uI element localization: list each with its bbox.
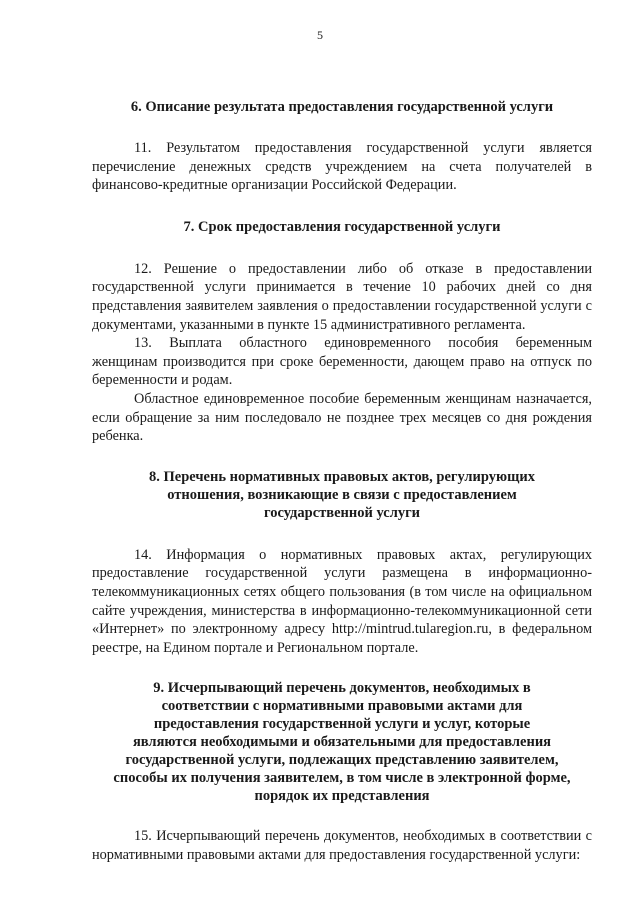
document-body: [92, 98, 592, 864]
paragraph-11: 11. Результатом предоставления государственной услуги является перечисление денежных средств учреждением на счета получателей в финансово-кредитные организации Российской Федерации.: [92, 140, 592, 194]
section-6-heading: 6. Описание результата предоставления государственной услуги: [130, 99, 554, 115]
section-7-heading: 7. Срок предоставления государственной услуги: [183, 218, 501, 235]
section-8-heading: [92, 468, 592, 522]
paragraph-13: 13. Выплата областного единовременного пособия беременным женщинам производится при сроке беременности, дающем право на отпуск по беременности и родам.: [92, 335, 592, 389]
section-9-heading-line: 9. Исчерпывающий перечень документов, необходимых в: [153, 680, 531, 697]
section-9-heading: [92, 679, 592, 805]
paragraph-15: 15. Исчерпывающий перечень документов, необходимых в соответствии с нормативными правовыми актами для предоставления государственной услуги:: [92, 828, 592, 863]
section-8-heading-line: государственной услуги: [263, 504, 421, 521]
paragraph-14: 14. Информация о нормативных правовых актах, регулирующих предоставление государственной услуги размещена в информационно-телекоммуникационных сетях общего пользования (в том числе на официальном сайте учреждения, министерства в информационно-телекоммуникационной сети «Интернет» по электронному адресу http://mintrud.tularegion.ru, в федеральном реестре, на Едином портале и Региональном портале.: [92, 546, 592, 656]
section-9-heading-line: предоставления государственной услуги и услуг, которые: [153, 716, 531, 733]
paragraph-12: 12. Решение о предоставлении либо об отказе в предоставлении государственной услуги принимается в течение 10 рабочих дней со дня представления заявителем заявления о предоставлении государственной услуги с документами, указанными в пункте 15 административного регламента.: [92, 260, 592, 333]
section-9-heading-line: порядок их представления: [254, 788, 430, 805]
page-number: 5: [317, 28, 323, 42]
section-8-heading-line: отношения, возникающие в связи с предоставлением: [167, 486, 517, 503]
section-9-heading-line: способы их получения заявителем, в том числе в электронной форме,: [113, 770, 571, 787]
paragraph-13-continuation: Областное единовременное пособие беременным женщинам назначается, если обращение за ним последовало не позднее трех месяцев со дня рождения ребенка.: [92, 390, 592, 445]
section-8-heading-line: 8. Перечень нормативных правовых актов, регулирующих: [149, 468, 535, 485]
section-9-heading-line: являются необходимыми и обязательными для предоставления: [132, 734, 552, 751]
section-9-heading-line: соответствии с нормативными правовыми актами для: [161, 698, 523, 715]
section-9-heading-line: государственной услуги, подлежащих представлению заявителем,: [125, 752, 559, 769]
